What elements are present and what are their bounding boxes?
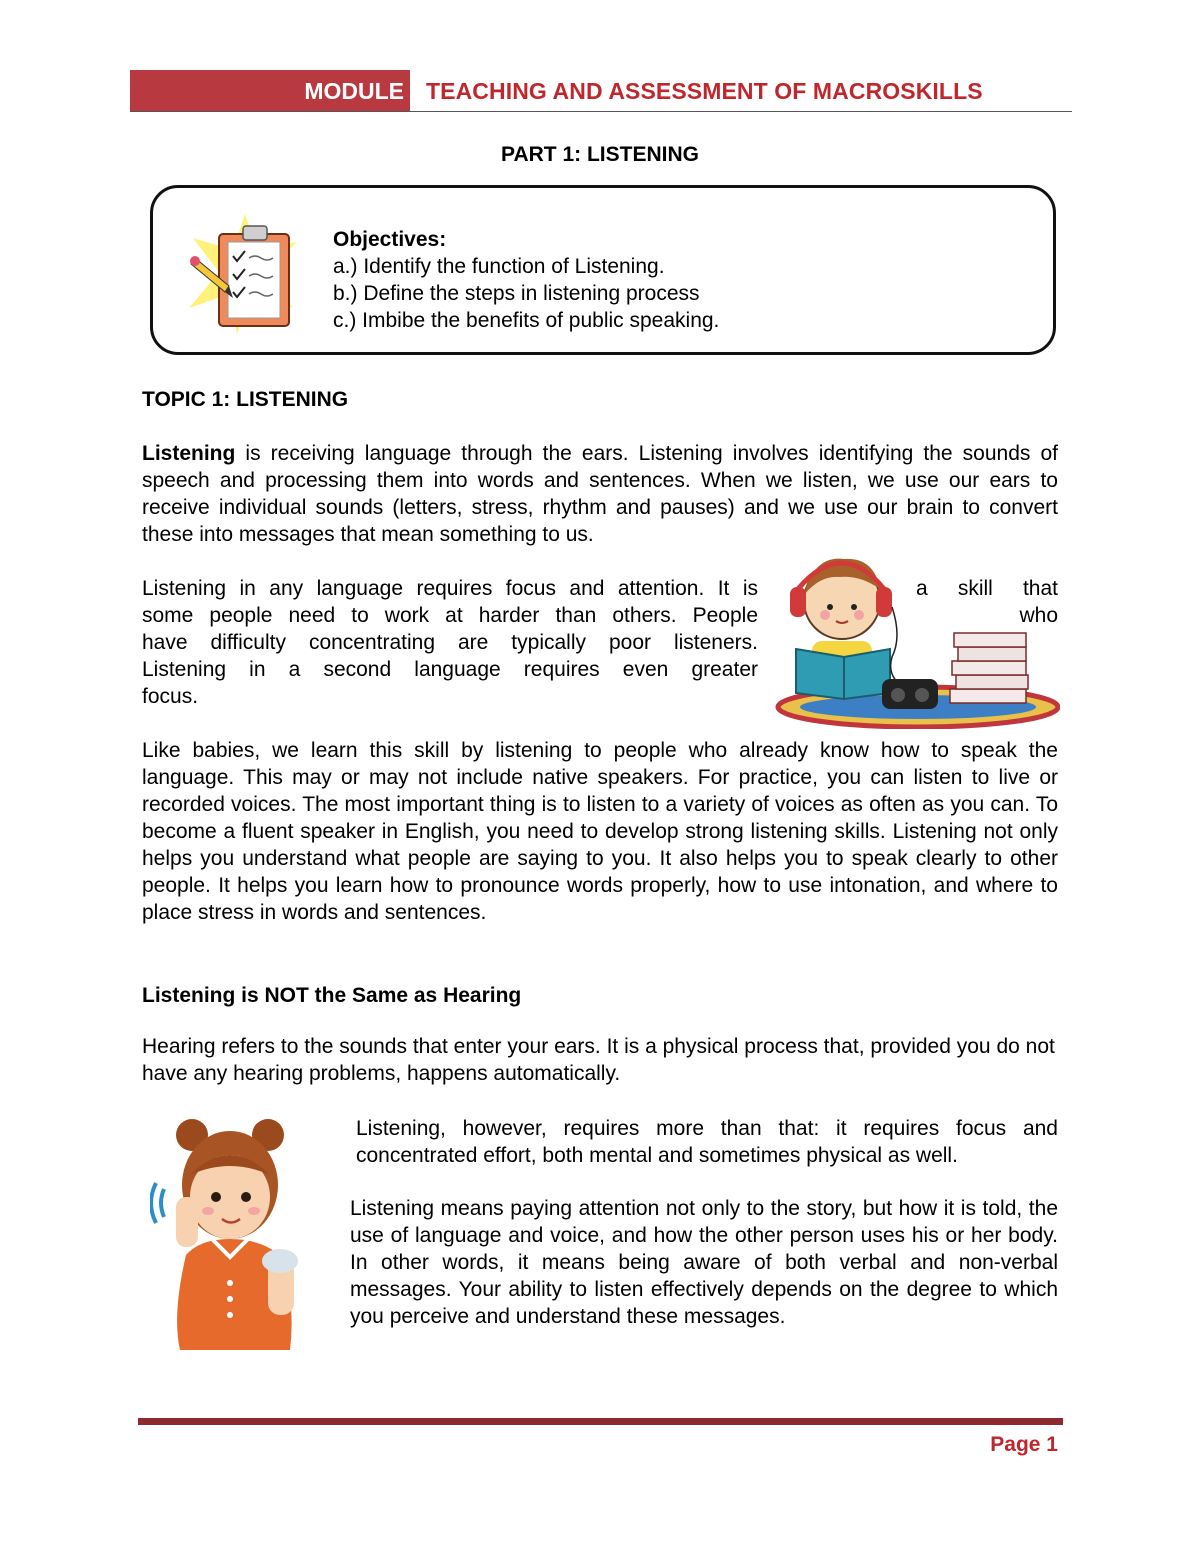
paragraph-listening-definition [142, 440, 1058, 548]
word: a [916, 577, 928, 600]
term-listening: Listening [142, 442, 236, 465]
paragraph-listening-attention: Listening means paying attention not only to the story, but how it is told, the use of language and voice, and how the other person uses his or her body. In other words, it means being aware of both verbal and non-verbal messages. Your ability to listen effectively depends on the degree to which you perceive and understand these messages. [350, 1197, 1058, 1328]
word: who [1019, 604, 1058, 627]
page-number: Page 1 [990, 1433, 1058, 1456]
paragraph-listening-effort: Listening, however, requires more than that: it requires focus and concentrated effort, both mental and sometimes physical as well. [356, 1117, 1058, 1167]
clipboard-checklist-icon [185, 212, 305, 337]
paragraph-line: focus. [142, 685, 199, 708]
topic-heading: TOPIC 1: LISTENING [142, 388, 349, 411]
paragraph-line: Listening in a second language requires even greater [142, 658, 758, 681]
word: that [1022, 577, 1058, 600]
objectives-list [333, 226, 719, 334]
objective-item: a.) Identify the function of Listening. [333, 255, 665, 278]
paragraph-hearing: Hearing refers to the sounds that enter your ears. It is a physical process that, provided you do not have any hearing problems, happens automatically. [142, 1035, 1055, 1085]
footer-bar [138, 1418, 1063, 1425]
module-label: MODULE [130, 70, 410, 112]
boy-with-headphones-reading-illustration [770, 557, 1060, 729]
header-divider [130, 111, 1072, 112]
paragraph-line: some people need to work at harder than others. People [142, 604, 758, 627]
module-title: TEACHING AND ASSESSMENT OF MACROSKILLS [426, 78, 983, 104]
paragraph-line: Listening in any language requires focus and attention. It is [142, 577, 758, 600]
word: skill [957, 577, 993, 600]
objectives-heading: Objectives: [333, 228, 447, 251]
objective-item: c.) Imbibe the benefits of public speaking. [333, 309, 720, 332]
girl-listening-illustration [150, 1115, 310, 1350]
paragraph-learning-skill: Like babies, we learn this skill by listening to people who already know how to speak the language. This may or may not include native speakers. For practice, you can listen to live or recorded voices. The most important thing is to listen to a variety of voices as often as you can. To become a fluent speaker in English, you need to develop strong listening skills. Listening not only helps you understand what people are saying to you. It also helps you to speak clearly to other people. It helps you learn how to pronounce words properly, how to use intonation, and where to place stress in words and sentences. [142, 739, 1058, 924]
part-title: PART 1: LISTENING [501, 143, 699, 166]
paragraph-line: have difficulty concentrating are typically poor listeners. [142, 631, 758, 654]
paragraph-focus [142, 575, 758, 710]
objective-item: b.) Define the steps in listening process [333, 282, 700, 305]
paragraph-text: is receiving language through the ears. Listening involves identifying the sounds of speech and processing them into words and sentences. When we listen, we use our ears to receive individual sounds (letters, stress, rhythm and pauses) and we use our brain to convert these into messages that mean something to us. [142, 442, 1058, 546]
section-heading: Listening is NOT the Same as Hearing [142, 984, 522, 1007]
